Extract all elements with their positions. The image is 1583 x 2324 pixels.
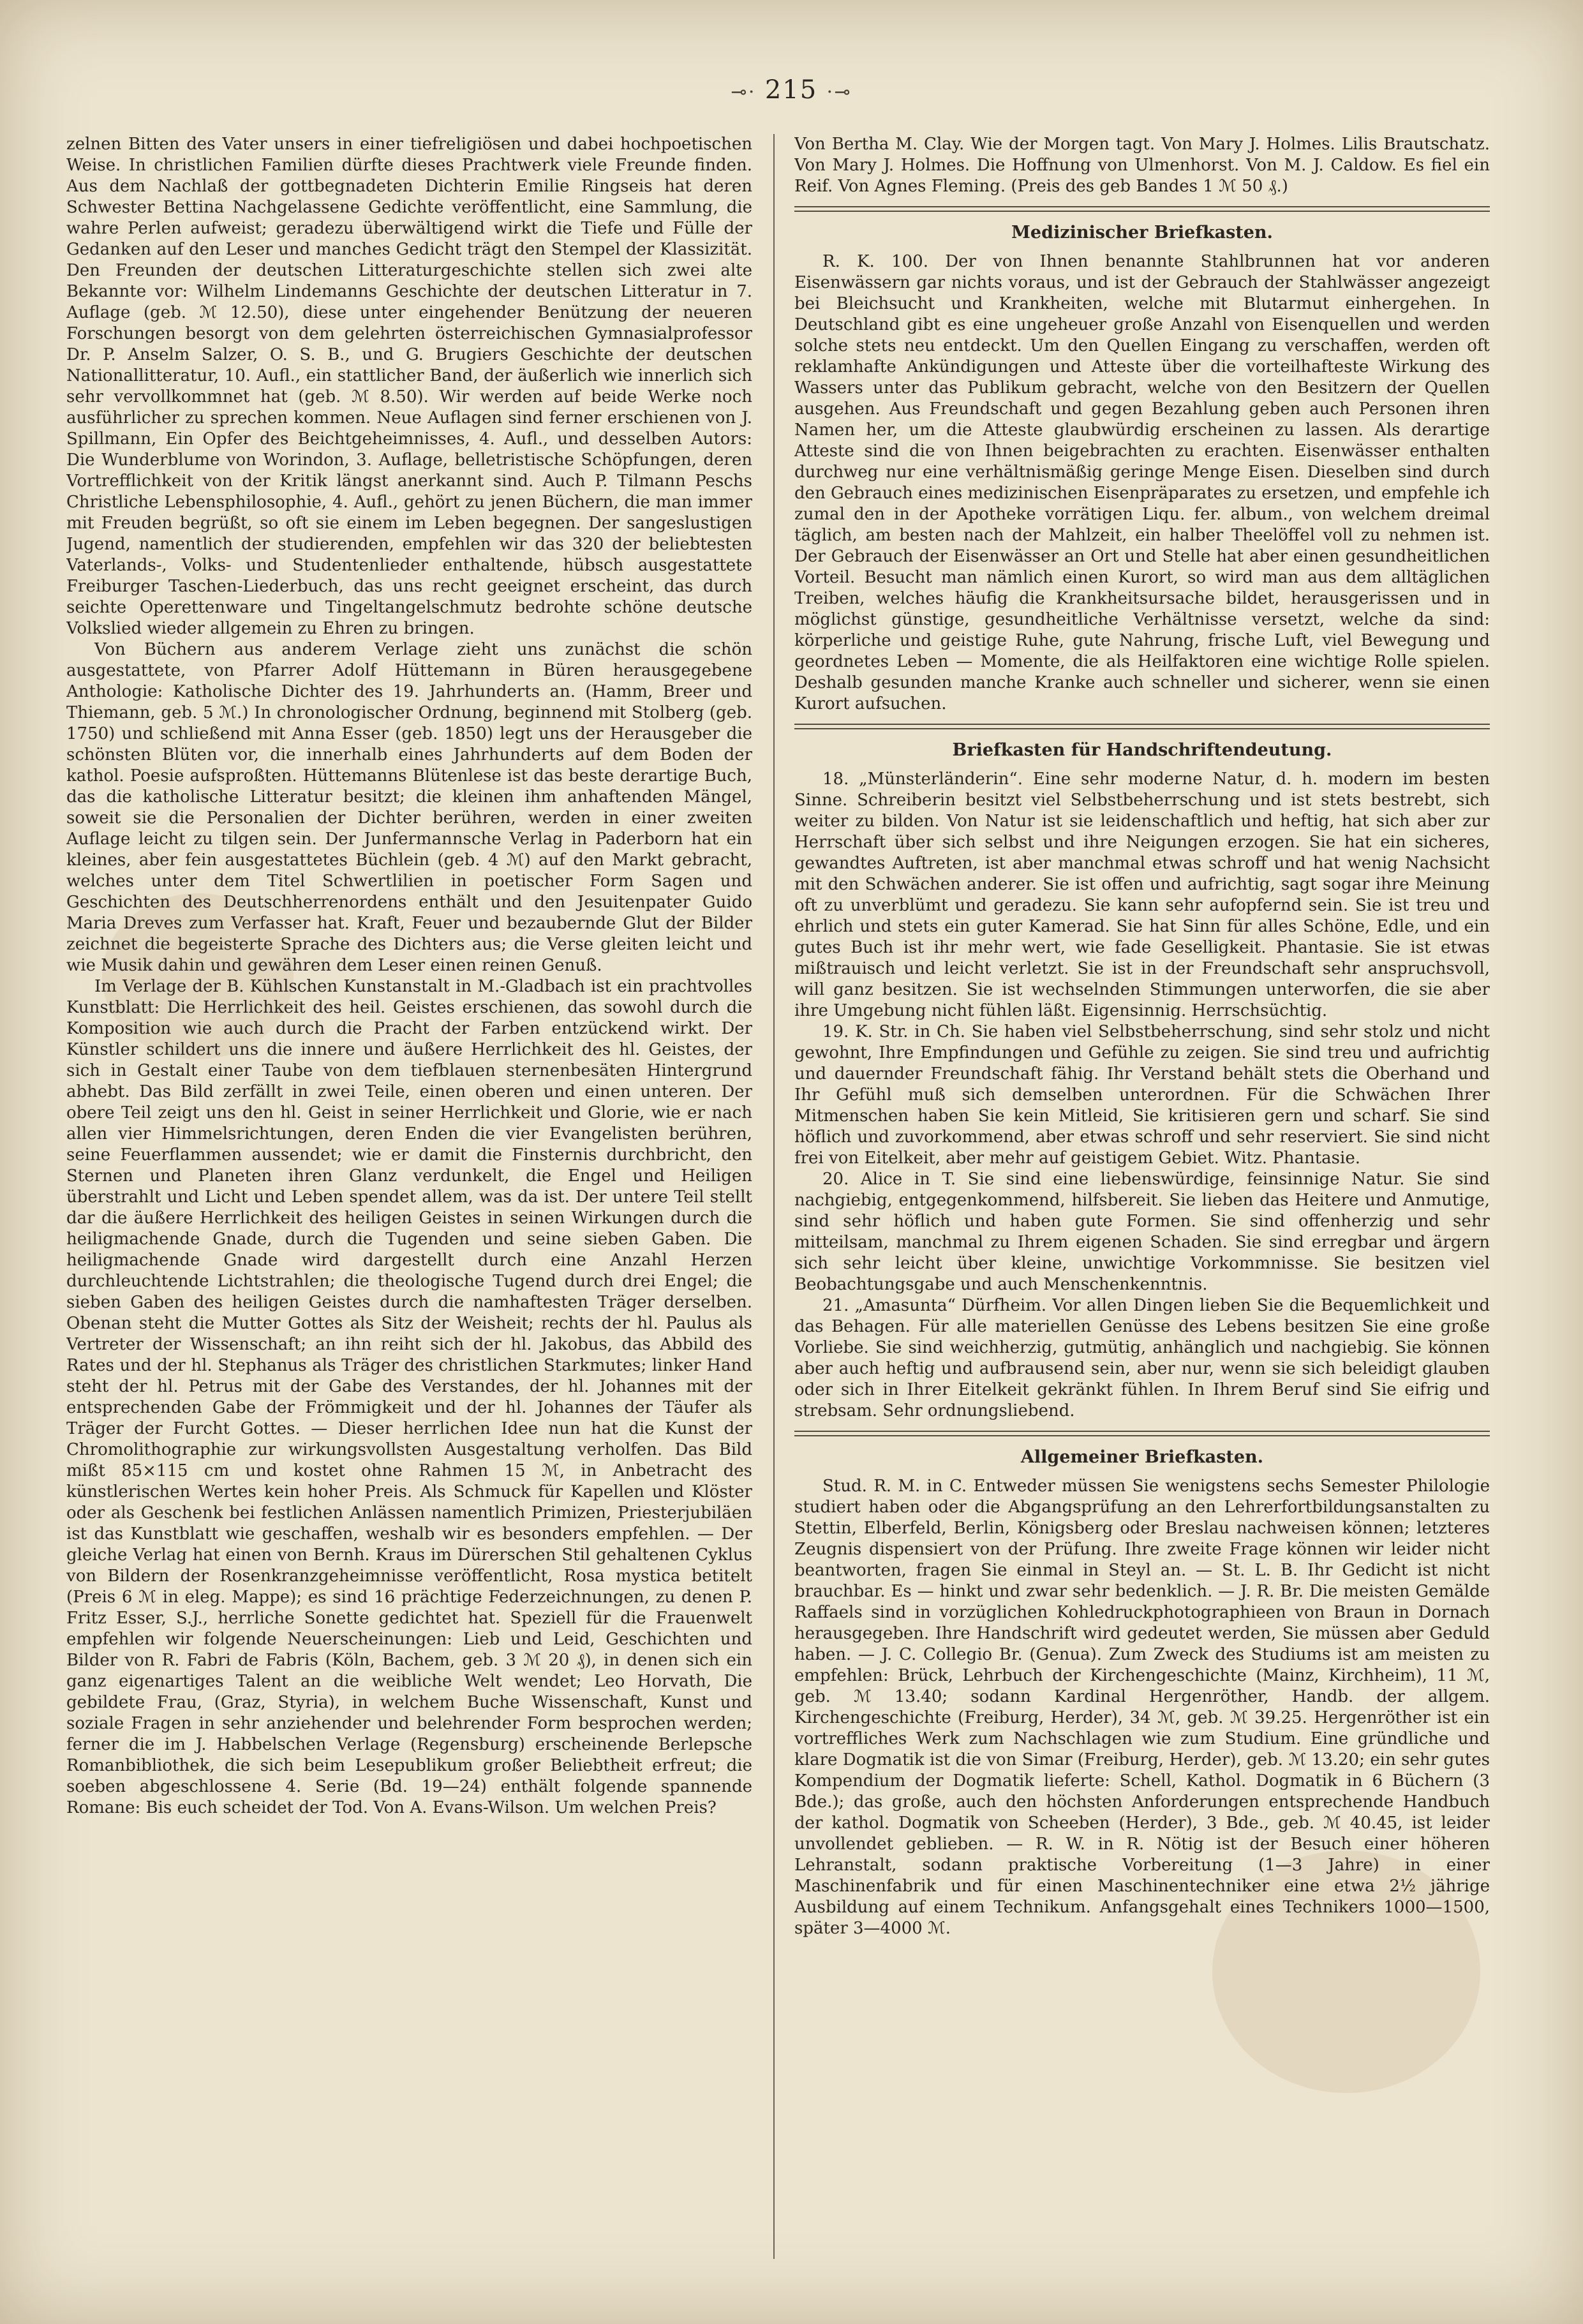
section-divider	[794, 1431, 1490, 1436]
paragraph-general-answers: Stud. R. M. in C. Entweder müssen Sie wenigstens sechs Semester Philologie studiert haben oder die Abgangsprüfung an den Lehrerfortbildungsanstalten zu Stettin, Elberfeld, Berlin, Königsberg oder Breslau nachweisen können; letzteres Zeugnis dispensiert von der Prüfung. Ihre zweite Frage können wir leider nicht beantworten, fragen Sie einmal in Steyl an. — St. L. B. Ihr Gedicht ist nicht brauchbar. Es — hinkt und zwar sehr bedenklich. — J. R. Br. Die meisten Gemälde Raffaels sind in vorzüglichen Kohledruckphotographieen von Braun in Dornach herausgegeben. Ihre Handschrift wird gedeutet werden, Sie müssen aber Geduld haben. — J. C. Collegio Br. (Genua). Zum Zweck des Studiums ist am meisten zu empfehlen: Brück, Lehrbuch der Kirchengeschichte (Mainz, Kirchheim), 11 ℳ, geb. ℳ 13.40; sodann Kardinal Hergenröther, Handb. der allgem. Kirchengeschichte (Freiburg, Herder), 34 ℳ, geb. ℳ 39.25. Hergenröther ist ein vortreffliches Werk zum Nachschlagen wie zum Studium. Eine gründliche und klare Dogmatik ist die von Simar (Freiburg, Herder), geb. ℳ 13.20; ein sehr gutes Kompendium der Dogmatik lieferte: Schell, Kathol. Dogmatik in 6 Büchern (3 Bde.); das große, auch den höchsten Anforderungen entsprechende Handbuch der kathol. Dogmatik von Scheeben (Herder), 3 Bde., geb. ℳ 40.45, ist leider unvollendet geblieben. — R. W. in R. Nötig ist der Besuch einer höheren Lehranstalt, sodann praktische Vorbereitung (1—3 Jahre) in einer Maschinenfabrik und für einen Maschinentechniker eine etwa 2½ jährige Ausbildung auf einem Technikum. Anfangsgehalt eines Technikers 1000—1500, später 3—4000 ℳ.	[794, 1477, 1490, 1938]
section-title-medical: Medizinischer Briefkasten.	[1011, 223, 1273, 242]
paragraph-handwriting-20: 20. Alice in T. Sie sind eine liebenswürdige, feinsinnige Natur. Sie sind nachgiebig, entgegenkommend, hilfsbereit. Sie lieben das Heitere und Anmutige, sind sehr höflich und haben gute Formen. Sie sind offenherzig und sehr mitteilsam, manchmal zu Ihrem eigenen Schaden. Sie sind erregbar und ärgern sich sehr leicht über kleine, unwichtige Vorkommnisse. Sie besitzen viel Beobachtungsgabe und auch Menschenkenntnis.	[794, 1170, 1490, 1294]
right-column	[794, 134, 1490, 2201]
paragraph-book-reviews: zelnen Bitten des Vater unsers in einer tiefreligiösen und dabei hochpoetischen Weise. In christlichen Familien dürfte dieses Prachtwerk viele Freunde finden. Aus dem Nachlaß der gottbegnadeten Dichterin Emilie Ringseis hat deren Schwester Bettina Nachgelassene Gedichte veröffentlicht, eine Sammlung, die wahre Perlen aufweist; geradezu überwältigend wirkt die Tiefe und Fülle der Gedanken auf den Leser und manches Gedicht trägt den Stempel der Klassizität. Den Freunden der deutschen Litteraturgeschichte stellen sich zwei alte Bekannte vor: Wilhelm Lindemanns Geschichte der deutschen Litteratur in 7. Auflage (geb. ℳ 12.50), diese unter eingehender Benützung der neueren Forschungen besorgt von dem gelehrten österreichischen Gymnasialprofessor Dr. P. Anselm Salzer, O. S. B., und G. Brugiers Geschichte der deutschen Nationallitteratur, 10. Aufl., ein stattlicher Band, der äußerlich wie innerlich sich sehr vervollkommnet hat (geb. ℳ 8.50). Wir werden auf beide Werke noch ausführlicher zu sprechen kommen. Neue Auflagen sind ferner erschienen von J. Spillmann, Ein Opfer des Beichtgeheimnisses, 4. Aufl., und desselben Autors: Die Wunderblume von Worindon, 3. Auflage, belletristische Schöpfungen, deren Vortrefflichkeit von der Kritik längst anerkannt sind. Auch P. Tilmann Peschs Christliche Lebensphilosophie, 4. Aufl., gehört zu jenen Büchern, die man immer mit Freuden begrüßt, so oft sie einem im Leben begegnen. Der sangeslustigen Jugend, namentlich der studierenden, empfehlen wir das 320 der beliebtesten Vaterlands-, Volks- und Studentenlieder enthaltende, hübsch ausgestattete Freiburger Taschen-Liederbuch, das uns recht geeignet erscheint, das durch seichte Operettenware und Tingeltangelschmutz bedrohte schöne deutsche Volkslied wieder allgemein zu Ehren zu bringen.	[66, 135, 752, 638]
paragraph-handwriting-21: 21. „Amasunta“ Dürfheim. Vor allen Dingen lieben Sie die Bequemlichkeit und das Behagen. Für alle materiellen Genüsse des Lebens besitzen Sie eine große Vorliebe. Sie sind weichherzig, gutmütig, anhänglich und nachgiebig. Sie können aber auch heftig und aufbrausend sein, aber nur, wenn sie sich beleidigt glauben oder sich in Ihrer Eitelkeit gekränkt fühlen. In Ihrem Beruf sind Sie eifrig und strebsam. Sehr ordnungsliebend.	[794, 1296, 1490, 1420]
ornament-right-icon: ⋅⊸	[826, 81, 852, 103]
paragraph-kuehl-kunstanstalt: Im Verlage der B. Kühlschen Kunstanstalt in M.-Gladbach ist ein prachtvolles Kunstblatt: Die Herrlichkeit des heil. Geistes erschienen, das sowohl durch die Komposition wie auch durch die Pracht der Farben entzückend wirkt. Der Künstler schildert uns die innere und äußere Herrlichkeit des hl. Geistes, der sich in Gestalt einer Taube von dem tiefblauen sternenbesäten Hintergrund abhebt. Das Bild zerfällt in zwei Teile, einen oberen und einen unteren. Der obere Teil zeigt uns den hl. Geist in seiner Herrlichkeit und Glorie, wie er nach allen vier Himmelsrichtungen, deren Enden die vier Evangelisten berühren, seine Feuerflammen aussendet; wie er damit die Finsternis durchbricht, den Sternen und Planeten ihren Glanz verdunkelt, die Engel und Heiligen überstrahlt und Licht und Leben spendet allem, was da ist. Der untere Teil stellt dar die äußere Herrlichkeit des heiligen Geistes in seinen Wirkungen durch die heiligmachende Gnade, durch die Tugenden und seine sieben Gaben. Die heiligmachende Gnade wird dargestellt durch eine Anzahl Herzen durchleuchtende Lichtstrahlen; die theologische Tugend durch drei Engel; die sieben Gaben des heiligen Geistes durch die namhaftesten Träger derselben. Obenan steht die Mutter Gottes als Sitz der Weisheit; rechts der hl. Paulus als Vertreter der Wissenschaft; an ihn reiht sich der hl. Jakobus, das Abbild des Rates und der hl. Stephanus als Träger des christlichen Starkmutes; linker Hand steht der hl. Petrus mit der Gabe des Verstandes, der hl. Johannes mit der entsprechenden Gabe der Frömmigkeit und der hl. Johannes der Täufer als Träger der Furcht Gottes. — Dieser herrlichen Idee nun hat die Kunst der Chromolithographie zur wirkungsvollsten Ausgestaltung verholfen. Das Bild mißt 85×115 cm und kostet ohne Rahmen 15 ℳ, in Anbetracht des künstlerischen Wertes kein hoher Preis. Als Schmuck für Kapellen und Klöster oder als Geschenk bei festlichen Anlässen namentlich Primizen, Priesterjubiläen ist das Kunstblatt wie geschaffen, weshalb wir es besonders empfehlen. — Der gleiche Verlag hat einen von Bernh. Kraus im Dürerschen Stil gehaltenen Cyklus von Bildern der Rosenkranzgeheimnisse veröffentlicht, Rosa mystica betitelt (Preis 6 ℳ in eleg. Mappe); es sind 16 prächtige Federzeichnungen, zu denen P. Fritz Esser, S.J., herrliche Sonette gedichtet hat. Speziell für die Frauenwelt empfehlen wir folgende Neuerscheinungen: Lieb und Leid, Geschichten und Bilder von R. Fabri de Fabris (Köln, Bachem, geb. 3 ℳ 20 ₰), in denen sich ein ganz eigenartiges Talent an die weibliche Welt wendet; Leo Horvath, Die gebildete Frau, (Graz, Styria), in welchem Buche Wissenschaft, Kunst und soziale Fragen in sehr anziehender und belehrender Form besprochen werden; ferner die im J. Habbelschen Verlage (Regensburg) erscheinende Berlepsche Romanbibliothek, die sich beim Lesepublikum großer Beliebtheit erfreut; die soeben abgeschlossene 4. Serie (Bd. 19—24) enthält folgende spannende Romane: Bis euch scheidet der Tod. Von A. Evans-Wilson. Um welchen Preis?	[66, 977, 752, 1817]
page-number	[695, 75, 887, 105]
ornament-left-icon: ⊸⋅	[731, 81, 756, 103]
section-title-general: Allgemeiner Briefkasten.	[1020, 1447, 1264, 1467]
paragraph-handwriting-18: 18. „Münsterländerin“. Eine sehr moderne Natur, d. h. modern im besten Sinne. Schreiberin besitzt viel Selbstbeherrschung und ist stets bestrebt, sich weiter zu bilden. Von Natur ist sie leidenschaftlich und heftig, hat sich aber zur Herrschaft über sich selbst und ihre Neigungen erzogen. Sie hat ein sicheres, gewandtes Auftreten, ist aber manchmal etwas schroff und hat wenig Nachsicht mit den Schwächen anderer. Sie ist offen und aufrichtig, sagt sogar ihre Meinung oft zu unverblümt und geradezu. Sie kann sehr aufopfernd sein. Sie ist treu und ehrlich und stets ein guter Kamerad. Sie hat Sinn für alles Schöne, Edle, und ein gutes Buch ist ihr mehr wert, wie fade Geselligkeit. Phantasie. Sie ist etwas mißtrauisch und leicht verletzt. Sie ist in der Freundschaft sehr anspruchsvoll, will ganz besitzen. Sie ist wechselnden Stimmungen unterworfen, die sie aber ihre Umgebung nicht fühlen läßt. Eigensinnig. Herrschsüchtig.	[794, 770, 1490, 1020]
left-column	[66, 134, 752, 2265]
section-divider	[794, 206, 1490, 212]
page-number-value: 215	[764, 75, 818, 105]
paragraph-handwriting-19: 19. K. Str. in Ch. Sie haben viel Selbstbeherrschung, sind sehr stolz und nicht gewohnt, Ihre Empfindungen und Gefühle zu zeigen. Sie sind treu und aufrichtig und dauernder Freundschaft fähig. Ihr Verstand behält stets die Oberhand und Ihr Gefühl muß sich demselben unterordnen. Für die Schwächen Ihrer Mitmenschen haben Sie kein Mitleid, Sie kritisieren gern und scharf. Sie sind höflich und zuvorkommend, aber etwas schroff und sehr reserviert. Sie sind nicht frei von Eitelkeit, aber mehr auf geistigem Gebiet. Witz. Phantasie.	[794, 1022, 1490, 1168]
section-divider	[794, 724, 1490, 729]
paragraph-other-publishers: Von Büchern aus anderem Verlage zieht uns zunächst die schön ausgestattete, von Pfarrer Adolf Hüttemann in Büren herausgegebene Anthologie: Katholische Dichter des 19. Jahrhunderts an. (Hamm, Breer und Thiemann, geb. 5 ℳ.) In chronologischer Ordnung, beginnend mit Stolberg (geb. 1750) und schließend mit Anna Esser (geb. 1850) legt uns der Herausgeber die schönsten Blüten vor, die innerhalb eines Jahrhunderts auf dem Boden der kathol. Poesie aufsproßten. Hüttemanns Blütenlese ist das beste derartige Buch, das die katholische Litteratur besitzt; die kleinen ihm anhaftenden Mängel, soweit sie die Personalien der Dichter berühren, werden in einer zweiten Auflage leicht zu tilgen sein. Der Junfermannsche Verlag in Paderborn hat ein kleines, aber fein ausgestattetes Büchlein (geb. 4 ℳ) auf den Markt gebracht, welches unter dem Titel Schwertlilien in poetischer Form Sagen und Geschichten des Deutschherrenordens enthält und den Jesuitenpater Guido Maria Dreves zum Verfasser hat. Kraft, Feuer und bezaubernde Glut der Bilder zeichnet die begeisterte Sprache des Dichters aus; die Verse gleiten leicht und wie Musik dahin und gewähren dem Leser einen reinen Genuß.	[66, 640, 752, 975]
section-title-handwriting: Briefkasten für Handschriftendeutung.	[952, 740, 1332, 760]
paragraph-continuation: Von Bertha M. Clay. Wie der Morgen tagt. Von Mary J. Holmes. Lilis Brautschatz. Von Mary J. Holmes. Die Hoffnung von Ulmenhorst. Von M. J. Caldow. Es fiel ein Reif. Von Agnes Fleming. (Preis des geb Bandes 1 ℳ 50 ₰.)	[794, 135, 1490, 196]
column-divider	[773, 134, 775, 2259]
paragraph-medical-answer: R. K. 100. Der von Ihnen benannte Stahlbrunnen hat vor anderen Eisenwässern gar nichts voraus, und ist der Gebrauch der Stahlwässer angezeigt bei Bleichsucht und Krankheiten, welche mit Blutarmut einhergehen. In Deutschland gibt es eine ungeheuer große Anzahl von Eisenquellen und werden solche stets neu entdeckt. Um den Quellen Eingang zu verschaffen, werden oft reklamhafte Ankündigungen und Atteste über die vorteilhafteste Wirkung des Wassers unter das Publikum gebracht, welche von den Besitzern der Quellen ausgehen. Aus Freundschaft und gegen Bezahlung geben auch Personen ihren Namen her, um die Atteste glaubwürdig erscheinen zu lassen. Als derartige Atteste sind die von Ihnen beigebrachten zu erachten. Eisenwässer enthalten durchweg nur eine verhältnismäßig geringe Menge Eisen. Dieselben sind durch den Gebrauch eines medizinischen Eisenpräparates zu ersetzen, und empfehle ich zumal den in der Apotheke vorrätigen Liqu. fer. album., von welchem dreimal täglich, am besten nach der Mahlzeit, ein halber Theelöffel voll zu nehmen ist. Der Gebrauch der Eisenwässer an Ort und Stelle hat aber einen gesundheitlichen Vorteil. Besucht man nämlich einen Kurort, so wird man aus dem alltäglichen Treiben, welches häufig die Krankheitsursache bildet, herausgerissen und in möglichst günstige, gesundheitliche Verhältnisse versetzt, welche da sind: körperliche und geistige Ruhe, gute Nahrung, frische Luft, viel Bewegung und geordnetes Leben — Momente, die als Heilfaktoren eine wichtige Rolle spielen. Deshalb gesunden manche Kranke auch schneller und sicherer, wenn sie einen Kurort aufsuchen.	[794, 252, 1490, 713]
